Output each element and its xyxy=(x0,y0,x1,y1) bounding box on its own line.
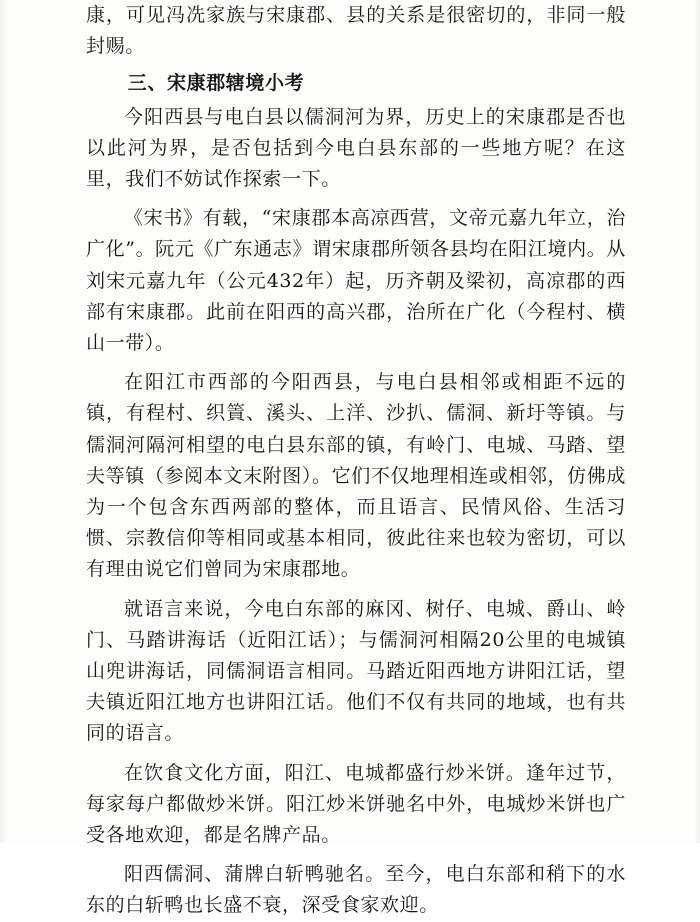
paragraph-4: 就语言来说，今电白东部的麻冈、树仔、电城、爵山、岭门、马踏讲海话（近阳江话）；与儒洞河相隔20公里的电城镇山兜讲海话，同儒洞语言相同。马踏近阳西地方讲阳江话，望夫镇近阳江地方也讲阳江话。他们不仅有共同的地域，也有共同的语言。 xyxy=(86,597,626,745)
paragraph-5: 在饮食文化方面，阳江、电城都盛行炒米饼。逢年过节，每家每户都做炒米饼。阳江炒米饼驰名中外，电城炒米饼也广受各地欢迎，都是名牌产品。 xyxy=(86,761,626,847)
paragraph-6: 阳西儒洞、蒲牌白斩鸭驰名。至今，电白东部和稍下的水东的白斩鸭也长盛不衰，深受食家欢迎。 xyxy=(86,863,626,917)
section-heading: 三、宋康郡辖境小考 xyxy=(127,72,305,95)
paragraph-1: 今阳西县与电白县以儒洞河为界，历史上的宋康郡是否也以此河为界，是否包括到今电白县东部的一些地方呢？在这里，我们不妨试作探索一下。 xyxy=(86,105,626,191)
paragraph-2: 《宋书》有载，“宋康郡本高凉西营，文帝元嘉九年立，治广化”。阮元《广东通志》谓宋康郡所领各县均在阳江境内。从刘宋元嘉九年（公元432年）起，历齐朝及梁初，高凉郡的西部有宋康郡。此前在阳西的高兴郡，治所在广化（今程村、横山一带）。 xyxy=(86,207,626,355)
paragraph-3: 在阳江市西部的今阳西县，与电白县相邻或相距不远的镇，有程村、织篢、溪头、上洋、沙扒、儒洞、新圩等镇。与儒洞河隔河相望的电白县东部的镇，有岭门、电城、马踏、望夫等镇（参阅本文末附图）。它们不仅地理相连或相邻，仿佛成为一个包含东西两部的整体，而且语言、民情风俗、生活习惯、宗教信仰等相同或基本相同，彼此往来也较为密切，可以有理由说它们曾同为宋康郡地。 xyxy=(86,371,626,581)
body-text xyxy=(86,0,626,922)
scan-edge-right xyxy=(694,0,700,843)
scan-edge-left xyxy=(0,0,6,843)
paragraph-continued: 康，可见冯冼家族与宋康郡、县的关系是很密切的，非同一般封赐。 xyxy=(86,4,626,58)
